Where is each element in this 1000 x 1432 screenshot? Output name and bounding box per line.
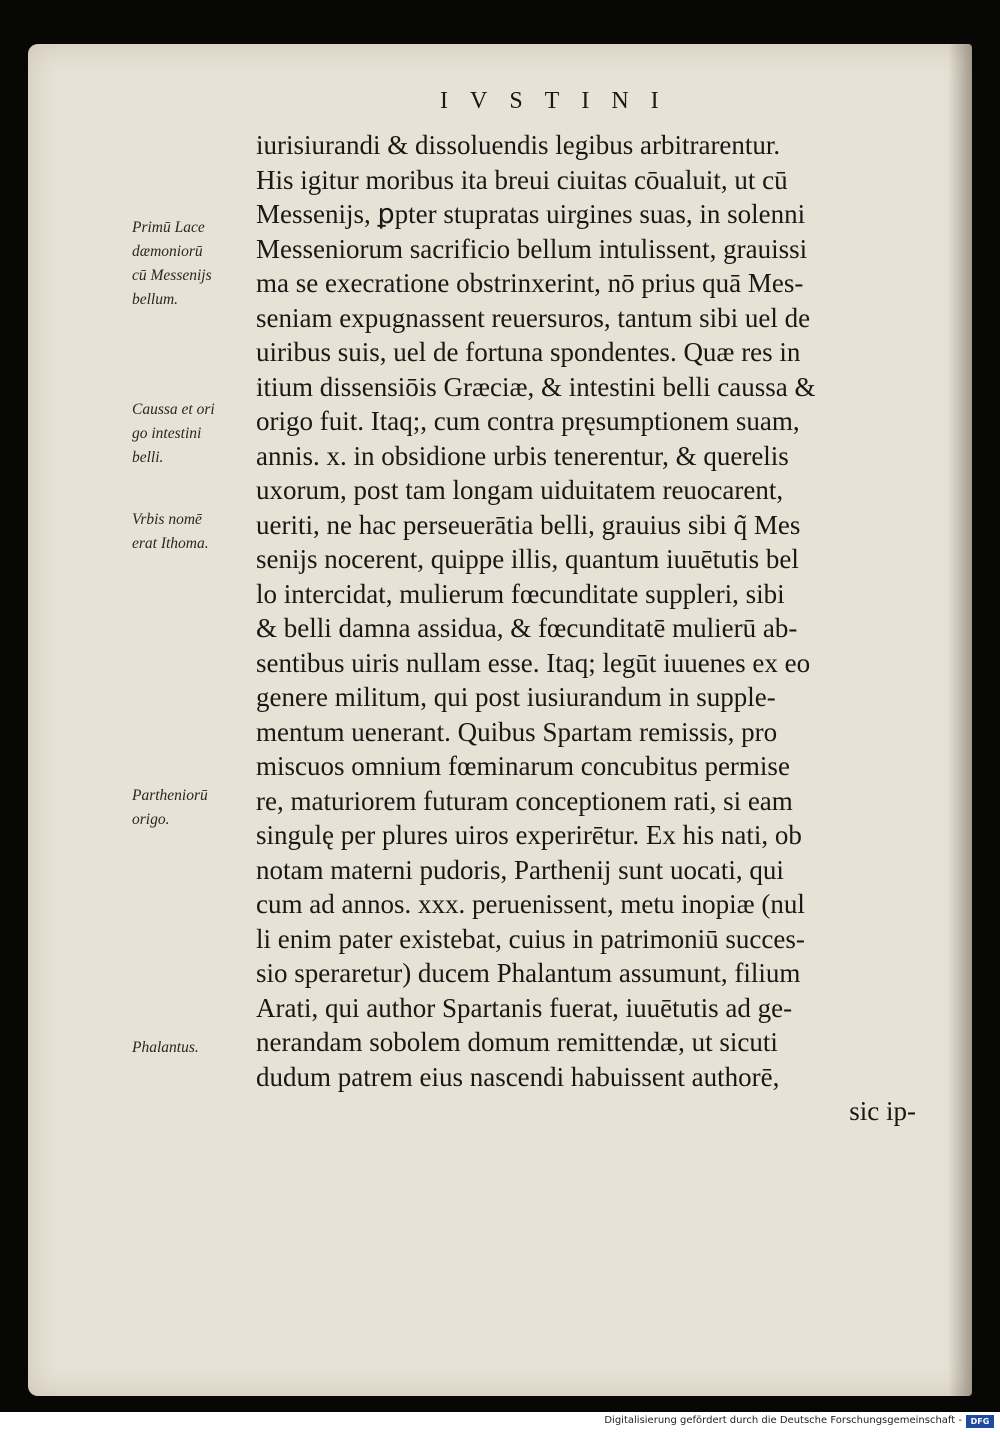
text-line: annis. x. in obsidione urbis tenerentur, & querelis — [256, 440, 789, 471]
text-line: lo intercidat, mulierum fœcunditate suppleri, sibi — [256, 578, 785, 609]
margin-note-line: Vrbis nomē — [132, 511, 202, 528]
text-line: sentibus uiris nullam esse. Itaq; legūt iuuenes ex eo — [256, 647, 811, 678]
text-line: senijs nocerent, quippe illis, quantum iuuētutis bel — [256, 544, 799, 574]
text-line: & belli damna assidua, & fœcunditatē mulierū ab- — [256, 613, 798, 643]
margin-note-line: bellum. — [132, 291, 179, 308]
text-line: iurisiurandi & dissoluendis legibus arbitrarentur. — [256, 130, 781, 160]
margin-note-line: go intestini — [132, 425, 202, 442]
margin-note-line: dæmoniorū — [132, 243, 203, 260]
text-line: singulę per plures uiros experirētur. Ex his nati, ob — [256, 820, 802, 850]
dfg-logo: DFG — [966, 1415, 994, 1428]
text-line: miscuos omnium fœminarum concubitus permise — [256, 751, 790, 781]
text-line: dudum patrem eius nascendi habuissent authorē, — [256, 1061, 780, 1092]
text-line: ueriti, ne hac perseuerātia belli, grauius sibi q̃ Mes — [256, 509, 801, 540]
margin-note-line: erat Ithoma. — [132, 535, 209, 552]
text-line: itium dissensiōis Græciæ, & intestini belli caussa & — [256, 371, 816, 402]
text-line: Messeniorum sacrificio bellum intulissent, grauissi — [256, 233, 808, 264]
margin-note-city-name — [132, 508, 252, 556]
margin-note-line: Primū Lace — [132, 219, 205, 236]
text-line: uxorum, post tam longam uiduitatem reuocarent, — [256, 475, 784, 505]
text-line: genere militum, qui post iusiurandum in supple- — [256, 682, 776, 712]
text-line: notam materni pudoris, Parthenij sunt uocati, qui — [256, 854, 784, 885]
footer-bar — [0, 1412, 1000, 1432]
text-line: cum ad annos. xxx. peruenissent, metu inopiæ (nul — [256, 889, 805, 919]
margin-note-cause — [132, 398, 252, 470]
text-line: His igitur moribus ita breui ciuitas cōualuit, ut cū — [256, 164, 788, 195]
text-line: Arati, qui author Spartanis fuerat, iuuētutis ad ge- — [256, 992, 793, 1023]
text-line: seniam expugnassent reuersuros, tantum sibi uel de — [256, 302, 811, 333]
text-line: mentum uenerant. Quibus Spartam remissis, pro — [256, 716, 778, 747]
text-line: li enim pater existebat, cuius in patrimoniū succes- — [256, 923, 805, 954]
margin-note-partheniae — [132, 784, 252, 832]
text-line: sic ip- — [849, 1096, 916, 1126]
body-text — [256, 128, 916, 1129]
margin-note-line: belli. — [132, 449, 164, 466]
margin-note-line: origo. — [132, 811, 170, 828]
margin-note-first-war — [132, 216, 252, 312]
text-line: uiribus suis, uel de fortuna spondentes. Quæ res in — [256, 337, 801, 367]
text-line: sio speraretur) ducem Phalantum assumunt, filium — [256, 958, 801, 988]
margin-note-line: cū Messenijs — [132, 267, 212, 284]
margin-note-line: Caussa et ori — [132, 401, 215, 418]
footer-credit: Digitalisierung gefördert durch die Deutsche Forschungsgemeinschaft - — [604, 1415, 962, 1426]
page-spine-shadow — [948, 44, 972, 1396]
margin-note-line: Phalantus. — [132, 1039, 199, 1056]
margin-note-line: Partheniorū — [132, 787, 208, 804]
text-line: ma se execratione obstrinxerint, nō prius quā Mes- — [256, 268, 804, 298]
text-line: re, maturiorem futuram conceptionem rati, si eam — [256, 785, 793, 816]
running-head: IVSTINI — [440, 88, 681, 114]
margin-note-phalantus — [132, 1036, 252, 1060]
text-line: nerandam sobolem domum remittendæ, ut sicuti — [256, 1027, 778, 1057]
text-line: Messenijs, ꝑpter stupratas uirgines suas, in solenni — [256, 199, 806, 229]
text-line: origo fuit. Itaq;, cum contra pręsumptionem suam, — [256, 406, 800, 436]
